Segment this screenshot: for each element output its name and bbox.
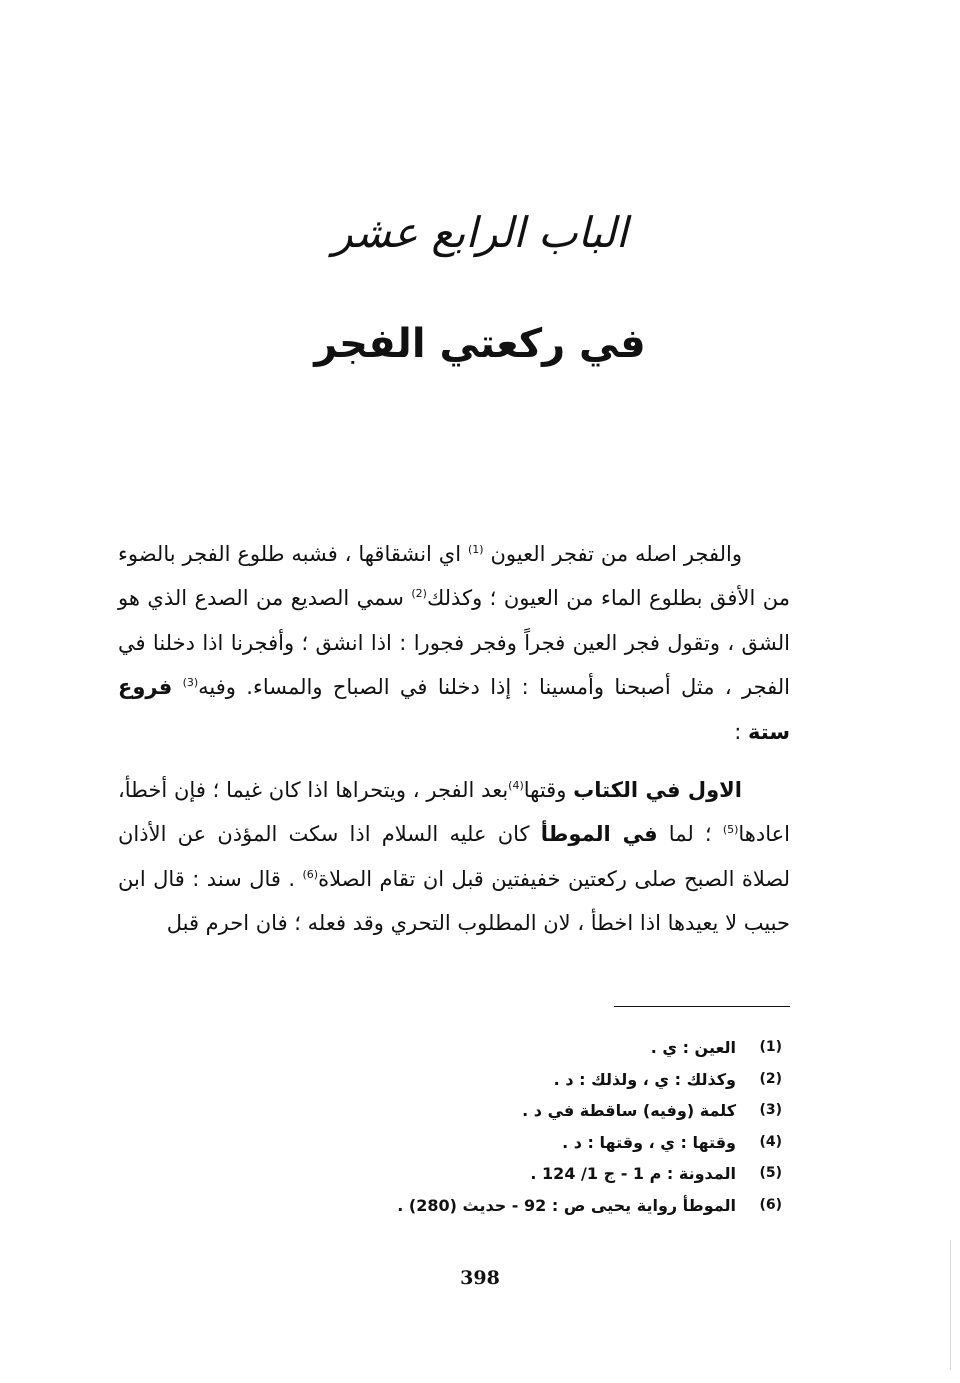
text-segment: اي انشقاقها ، فشبه طلوع الفجر بالضوء من الأفق بطلوع الماء من العيون ؛ وكذلك [118, 542, 790, 611]
text-segment: كان عليه السلام اذا سكت المؤذن عن الأذان لصلاة الصبح صلى ركعتين خفيفتين قبل ان تقام الصلاة [118, 822, 791, 891]
footnote-text: وقتها : ي ، وقتها : د . [562, 1132, 736, 1152]
paragraph-2 [118, 768, 790, 946]
footnote-item [300, 1127, 782, 1159]
text-segment: . قال سند : قال ابن حبيب لا يعيدها اذا اخطأ ، لان المطلوب التحري وقد فعله ؛ فان احرم قبل [118, 866, 790, 936]
footnote-text: كلمة (وفيه) ساقطة في د . [522, 1101, 736, 1121]
footnote-ref-1[interactable]: (1) [467, 543, 484, 556]
footnote-item [300, 1032, 782, 1064]
footnote-number: (6) [759, 1196, 782, 1213]
footnote-ref-3[interactable]: (3) [182, 676, 199, 690]
footnote-text: وكذلك : ي ، ولذلك : د . [553, 1069, 736, 1089]
text-segment: بعد الفجر ، ويتحراها اذا كان غيما ؛ فإن أخطأ، اعادها [118, 778, 790, 847]
footnote-number: (5) [759, 1165, 782, 1182]
footnote-item [300, 1095, 782, 1127]
text-segment [172, 675, 182, 699]
chapter-title: في ركعتي الفجر [314, 321, 646, 367]
text-segment: والفجر اصله من تفجر العيون [483, 542, 742, 566]
footnote-item [300, 1158, 782, 1190]
page-number: 398 [460, 1267, 500, 1289]
footnote-separator [614, 1006, 790, 1007]
footnote-ref-2[interactable]: (2) [411, 587, 427, 601]
footnote-ref-5[interactable]: (5) [722, 823, 739, 837]
footnote-number: (3) [759, 1102, 782, 1119]
chapter-heading: الباب الرابع عشر [332, 208, 628, 257]
text-segment: سمي الصديع من الصدع الذي هو الشق ، وتقول فجر العين فجراً وفجر فجورا : اذا انشق ؛ وأفجرنا اذا دخلنا في الفجر ، مثل أصبحنا وأمسينا : إذا دخلنا في الصباح والمساء. وفيه [118, 586, 790, 700]
section-lead: الاول في الكتاب [573, 778, 742, 803]
text-segment: وقتها [523, 778, 574, 803]
footnote-text: المدونة : م 1 - ج 1/ 124 . [530, 1164, 736, 1184]
paragraph-1 [118, 532, 790, 754]
main-text [118, 532, 790, 946]
text-segment: ؛ لما [657, 822, 723, 847]
footnote-ref-6[interactable]: (6) [302, 867, 319, 881]
footnote-text: الموطأ رواية يحيى ص : 92 - حديث (280) . [397, 1195, 736, 1215]
footnote-text: العين : ي . [650, 1038, 736, 1057]
footnote-item [300, 1064, 782, 1096]
scan-edge-line [950, 1240, 951, 1370]
text-segment: : [734, 719, 749, 744]
footnotes-list [300, 1032, 782, 1222]
footnote-number: (1) [759, 1039, 782, 1055]
footnote-number: (2) [759, 1070, 782, 1087]
footnote-item [300, 1190, 782, 1222]
emphasis-text: فروع ستة [118, 675, 790, 744]
emphasis-text: في الموطأ [540, 822, 658, 847]
footnote-ref-4[interactable]: (4) [508, 779, 524, 793]
footnote-number: (4) [759, 1133, 782, 1150]
